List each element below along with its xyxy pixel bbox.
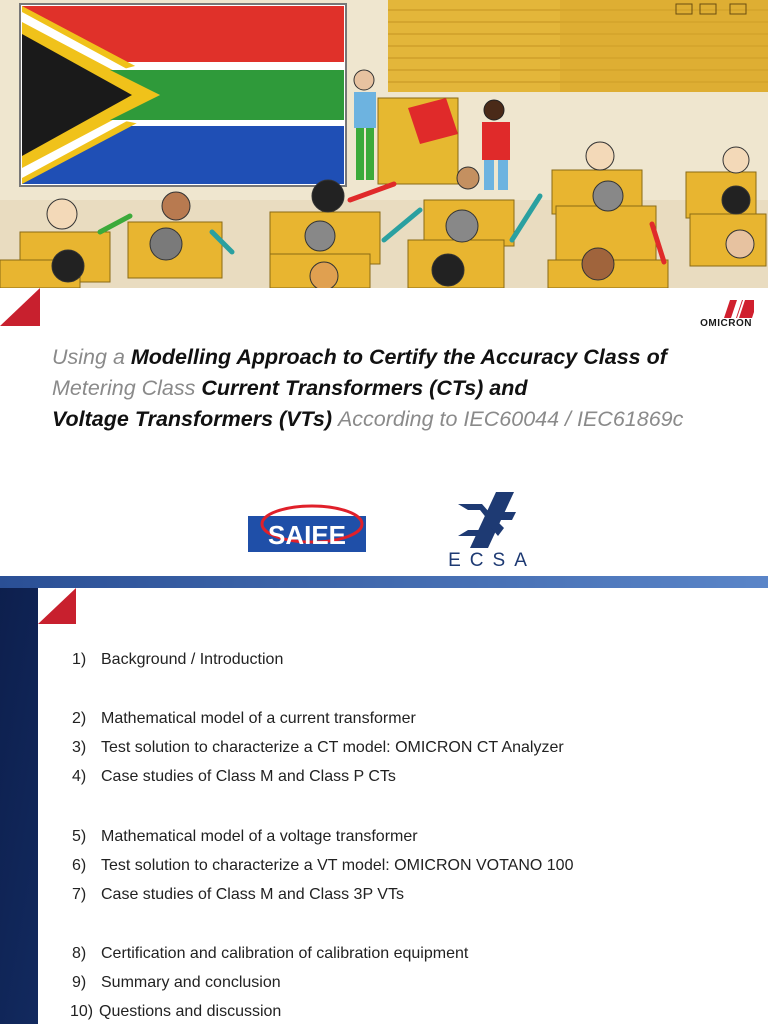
agenda-item: 9) Summary and conclusion [72,974,281,991]
ecsa-mark-icon [438,490,538,550]
title-line-3: Voltage Transformers (VTs) According to IEC60044 / IEC61869c [52,407,684,431]
omicron-wordmark: OMICRON [700,318,752,329]
ecsa-logo [438,490,538,570]
agenda-item: 3) Test solution to characterize a CT model: OMICRON CT Analyzer [72,739,564,756]
title-line-2: Metering Class Current Transformers (CTs) and [52,376,528,400]
slide-top-band [0,576,768,588]
title-line-1: Using a Modelling Approach to Certify the Accuracy Class of [52,345,667,369]
agenda-item: 6) Test solution to characterize a VT model: OMICRON VOTANO 100 [72,857,574,874]
red-corner-accent [0,288,40,326]
slide-title [52,342,752,435]
agenda-item: 10) Questions and discussion [70,1003,282,1020]
agenda-item: 8) Certification and calibration of calibration equipment [72,945,469,962]
classroom-illustration [0,0,768,288]
red-corner-accent [38,588,76,624]
ecsa-wordmark: ECSA [448,550,536,571]
svg-text:SAIEE: SAIEE [267,520,347,550]
agenda-item: 1) Background / Introduction [72,651,284,668]
omicron-logo [654,300,754,330]
saiee-logo [246,498,368,560]
agenda-item: 2) Mathematical model of a current transformer [72,710,416,727]
omicron-mark-icon [724,300,754,318]
agenda-item: 4) Case studies of Class M and Class P CTs [72,768,396,785]
agenda-item: 7) Case studies of Class M and Class 3P VTs [72,886,404,903]
agenda-item: 5) Mathematical model of a voltage transformer [72,828,418,845]
flag-illustration [20,4,346,186]
